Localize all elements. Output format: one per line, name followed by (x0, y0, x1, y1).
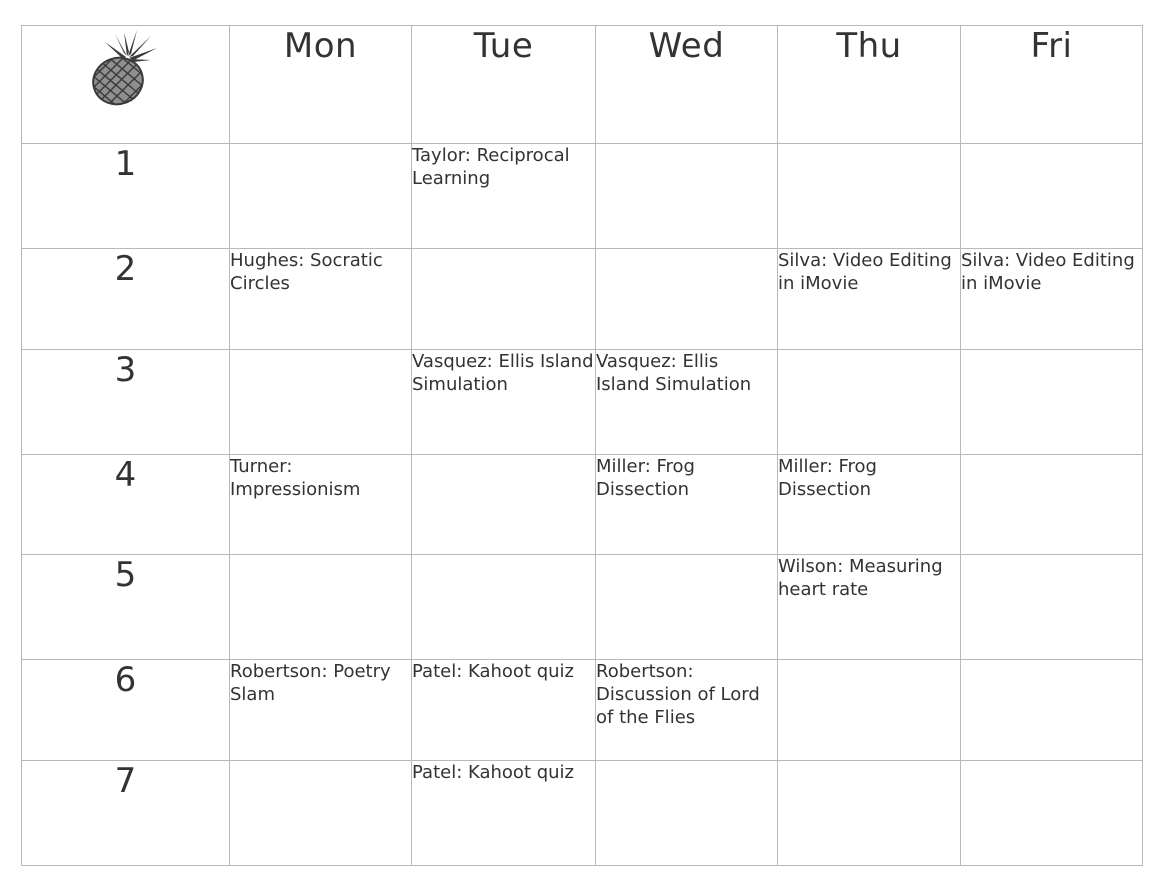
slot-fri (961, 761, 1143, 866)
slot-thu: Miller: Frog Dissection (778, 455, 961, 555)
slot-fri (961, 455, 1143, 555)
slot-wed (596, 761, 778, 866)
slot-thu (778, 350, 961, 455)
slot-wed (596, 144, 778, 249)
slot-wed (596, 249, 778, 350)
period-number: 5 (22, 555, 230, 660)
day-header-fri: Fri (961, 26, 1143, 144)
slot-mon (230, 761, 412, 866)
slot-thu (778, 660, 961, 761)
slot-thu (778, 761, 961, 866)
slot-tue: Patel: Kahoot quiz (412, 761, 596, 866)
slot-mon (230, 555, 412, 660)
slot-tue (412, 455, 596, 555)
slot-thu (778, 144, 961, 249)
slot-mon (230, 350, 412, 455)
period-row-1 (22, 144, 1143, 249)
pineapple-icon (91, 26, 161, 106)
slot-tue (412, 555, 596, 660)
day-header-tue: Tue (412, 26, 596, 144)
period-row-5 (22, 555, 1143, 660)
period-row-3 (22, 350, 1143, 455)
period-row-4 (22, 455, 1143, 555)
slot-mon (230, 144, 412, 249)
slot-mon: Robertson: Poetry Slam (230, 660, 412, 761)
period-number: 2 (22, 249, 230, 350)
logo-cell (22, 26, 230, 144)
day-header-mon: Mon (230, 26, 412, 144)
slot-wed: Miller: Frog Dissection (596, 455, 778, 555)
slot-thu: Silva: Video Editing in iMovie (778, 249, 961, 350)
period-number: 3 (22, 350, 230, 455)
slot-fri (961, 660, 1143, 761)
period-number: 1 (22, 144, 230, 249)
schedule-table (21, 25, 1143, 866)
slot-wed: Vasquez: Ellis Island Simulation (596, 350, 778, 455)
slot-thu: Wilson: Measuring heart rate (778, 555, 961, 660)
period-number: 4 (22, 455, 230, 555)
slot-mon: Hughes: Socratic Circles (230, 249, 412, 350)
day-header-wed: Wed (596, 26, 778, 144)
slot-tue (412, 249, 596, 350)
slot-fri (961, 144, 1143, 249)
slot-tue: Vasquez: Ellis Island Simulation (412, 350, 596, 455)
slot-tue: Patel: Kahoot quiz (412, 660, 596, 761)
slot-wed (596, 555, 778, 660)
slot-wed: Robertson: Discussion of Lord of the Flies (596, 660, 778, 761)
slot-fri (961, 350, 1143, 455)
period-row-6 (22, 660, 1143, 761)
slot-mon: Turner: Impressionism (230, 455, 412, 555)
slot-fri (961, 555, 1143, 660)
day-header-thu: Thu (778, 26, 961, 144)
header-row (22, 26, 1143, 144)
slot-fri: Silva: Video Editing in iMovie (961, 249, 1143, 350)
period-number: 7 (22, 761, 230, 866)
slot-tue: Taylor: Reciprocal Learning (412, 144, 596, 249)
period-row-7 (22, 761, 1143, 866)
period-number: 6 (22, 660, 230, 761)
period-row-2 (22, 249, 1143, 350)
